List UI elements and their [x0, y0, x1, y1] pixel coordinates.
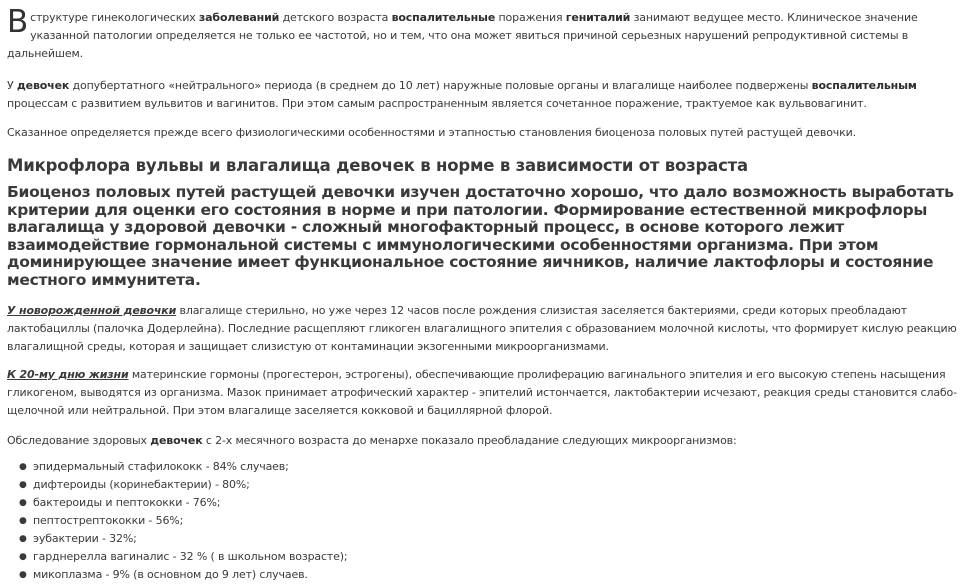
list-item: ● эубактерии - 32%;: [33, 530, 977, 548]
newborn-paragraph: [7, 302, 977, 356]
bullet-icon: ●: [19, 570, 27, 580]
text-fragment: допубертатного «нейтрального» периода (в среднем до 10 лет) наружные половые органы и влагалище наиболее подвержены: [69, 79, 812, 92]
text-fragment: детского возраста: [279, 11, 392, 24]
list-item: ● дифтероиды (коринебактерии) - 80%;: [33, 476, 977, 494]
article-body: [7, 4, 977, 584]
keyword-bold: воспалительным: [811, 79, 917, 92]
list-item: ● микоплазма - 9% (в основном до 9 лет) случаев.: [33, 566, 977, 584]
text-fragment: структуре гинекологических: [30, 11, 199, 24]
drop-cap: В: [7, 4, 29, 40]
bullet-icon: ●: [19, 498, 27, 508]
keyword-bold: гениталий: [565, 11, 631, 24]
bullet-icon: ●: [19, 516, 27, 526]
list-item: ● пептострептококки - 56%;: [33, 512, 977, 530]
list-item: ● эпидермальный стафилококк - 84% случаев;: [33, 458, 977, 476]
microorganism-list: [7, 458, 977, 584]
text-fragment: Обследование здоровых: [7, 434, 151, 447]
text-fragment: с 2-х месячного возраста до менархе показало преобладание следующих микроорганизмов:: [202, 434, 737, 447]
bullet-icon: ●: [19, 534, 27, 544]
bullet-icon: ●: [19, 480, 27, 490]
survey-paragraph: [7, 432, 977, 450]
keyword-bold: заболеваний: [198, 11, 280, 24]
text-fragment: поражения: [495, 11, 566, 24]
section-heading: Микрофлора вульвы и влагалища девочек в норме в зависимости от возраста: [7, 156, 748, 175]
text-fragment: занимают ведущее место. Клиническое значение указанной патологии определяется не только ее частотой, но и тем, что она может явиться причиной серьезных нарушений репродуктивной системы в дальнейшем.: [7, 11, 918, 60]
keyword-bold: девочек: [16, 79, 70, 92]
text-fragment: У: [7, 79, 17, 92]
bullet-icon: ●: [19, 552, 27, 562]
list-item: ● бактероиды и пептококки - 76%;: [33, 494, 977, 512]
intro-paragraph: [7, 4, 977, 63]
emphasis-lead: У новорожденной девочки: [7, 304, 177, 317]
text-fragment: материнские гормоны (прогестерон, эстрогены), обеспечивающие пролиферацию вагинального эпителия и его высокую степень насыщения гликогеном, выводятся из организма. Мазок принимает атрофический характер - эпителий истончается, лактобактерии исчезают, реакция среды становится слабо-щелочной или нейтральной. При этом влагалище заселяется кокковой и бациллярной флорой.: [7, 368, 957, 417]
bullet-icon: ●: [19, 462, 27, 472]
list-item: ● гарднерелла вагиналис - 32 % ( в школьном возрасте);: [33, 548, 977, 566]
biocenosis-paragraph: Сказанное определяется прежде всего физиологическими особенностями и этапностью становления биоценоза половых путей растущей девочки.: [7, 126, 856, 139]
text-fragment: процессам с развитием вульвитов и вагинитов. При этом самым распространенным является сочетанное поражение, трактуемое как вульвовагинит.: [7, 97, 867, 110]
text-fragment: влагалище стерильно, но уже через 12 часов после рождения слизистая заселяется бактериями, среди которых преобладают лактобациллы (палочка Додерлейна). Последние расщепляют гликоген влагалищного эпителия с образованием молочной кислоты, что формирует кислую реакцию влагалищной среды, которая и защищает слизистую от контаминации экзогенными микроорганизмами.: [7, 304, 957, 353]
keyword-bold: девочек: [150, 434, 203, 447]
prepubertal-paragraph: [7, 77, 977, 113]
emphasis-lead: К 20-му дню жизни: [7, 368, 129, 381]
day20-paragraph: [7, 366, 977, 420]
lead-paragraph: Биоценоз половых путей растущей девочки изучен достаточно хорошо, что дало возможность выработать критерии для оценки его состояния в норме и при патологии. Формирование естественной микрофлоры влагалища у здоровой девочки - сложный многофакторный процесс, в основе которого лежит взаимодействие гормональной системы с иммунологическими особенностями организма. При этом доминирующее значение имеет функциональное состояние яичников, наличие лактофлоры и состояние местного иммунитета.: [7, 183, 954, 289]
keyword-bold: воспалительные: [391, 11, 496, 24]
